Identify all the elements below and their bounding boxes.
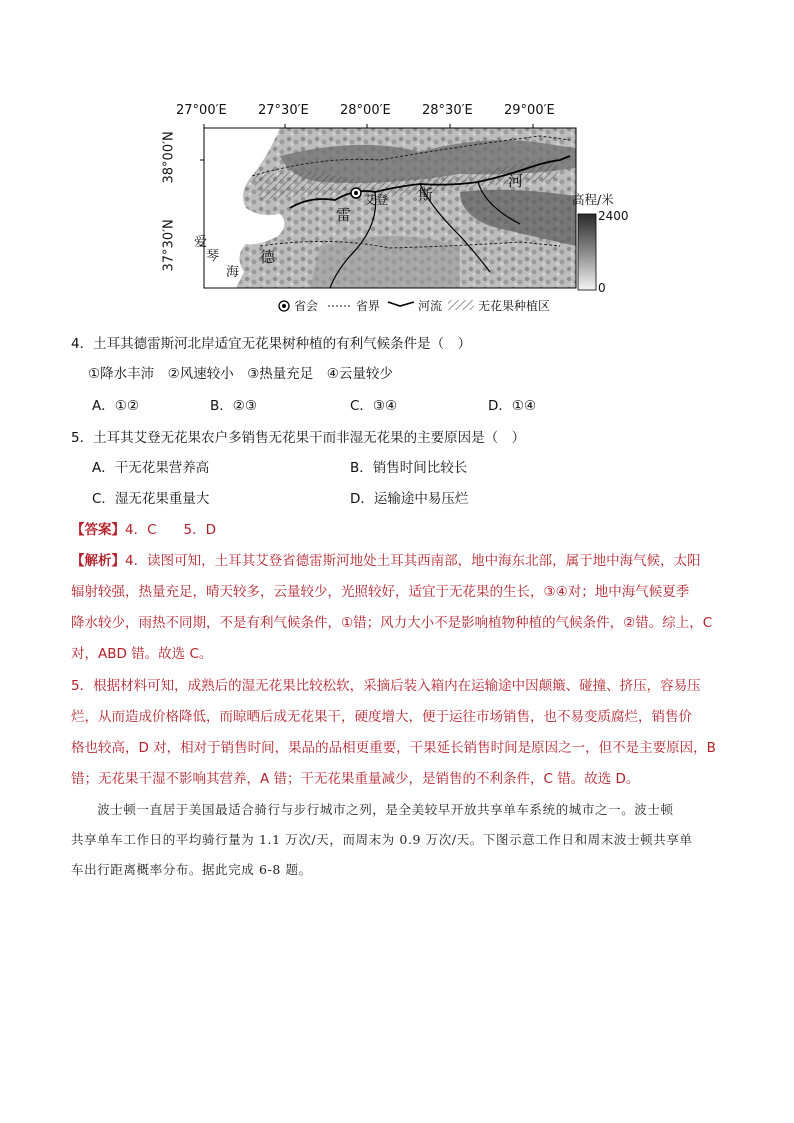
lat-label: 37°30′N bbox=[161, 219, 177, 272]
analysis-line: 【解析】4．读图可知，土耳其艾登省德雷斯河地处土耳其西南部，地中海东北部，属于地中海气候，太阳 bbox=[71, 553, 701, 569]
elevation-title: 高程/米 bbox=[572, 192, 614, 207]
map-area bbox=[200, 128, 576, 288]
lon-label: 27°30′E bbox=[258, 103, 309, 118]
answer-line bbox=[71, 518, 216, 538]
analysis-line: 5．根据材料可知，成熟后的湿无花果比较松软，采摘后装入箱内在运输途中因颠簸、碰撞、挤压，容易压 bbox=[71, 678, 701, 694]
question-4-items: ①降水丰沛 ②风速较小 ③热量充足 ④云量较少 bbox=[88, 366, 393, 382]
sea-name-char: 海 bbox=[226, 265, 240, 280]
analysis-line: 格也较高，D 对，相对于销售时间，果品的品相更重要，干果延长销售时间是原因之一，但不是主要原因，B bbox=[71, 740, 716, 756]
river-name-char: 河 bbox=[508, 172, 524, 190]
lat-label: 38°00′N bbox=[161, 131, 177, 184]
answer-label: 【答案】 bbox=[71, 522, 125, 538]
question-5-option-a: A．干无花果营养高 bbox=[92, 460, 210, 476]
lon-label: 29°00′E bbox=[504, 103, 555, 118]
lon-label: 28°00′E bbox=[340, 103, 391, 118]
material-line: 波士顿一直居于美国最适合骑行与步行城市之列，是全美较早开放共享单车系统的城市之一。波士顿 bbox=[71, 802, 674, 817]
lon-label: 27°00′E bbox=[176, 103, 227, 118]
question-5-option-d: D．运输途中易压烂 bbox=[350, 491, 469, 507]
analysis-line: 烂，从而造成价格降低，而晾晒后成无花果干，硬度增大，便于运往市场销售，也不易变质腐烂，销售价 bbox=[71, 709, 692, 725]
material-line: 共享单车工作日的平均骑行量为 1.1 万次/天，而周末为 0.9 万次/天。下图示意工作日和周末波士顿共享单 bbox=[71, 832, 693, 847]
analysis-line: 辐射较强，热量充足，晴天较多，云量较少，光照较好，适宜于无花果的生长，③④对；地中海气候夏季 bbox=[71, 584, 690, 600]
place-name-char: 德 bbox=[260, 248, 276, 266]
analysis-line: 对，ABD 错。故选 C。 bbox=[71, 646, 213, 662]
legend-border-label: 省界 bbox=[356, 299, 381, 313]
question-4-option-a: A．①② bbox=[92, 398, 139, 414]
river-name-char: 雷 bbox=[336, 206, 352, 224]
terrain-map-graphic bbox=[160, 96, 630, 318]
question-5-option-c: C．湿无花果重量大 bbox=[92, 491, 210, 507]
terrain-map-figure bbox=[160, 96, 630, 318]
answer-text: 4．C 5．D bbox=[125, 522, 216, 538]
material-line: 车出行距离概率分布。据此完成 6-8 题。 bbox=[71, 862, 312, 877]
analysis-line: 降水较少，雨热不同期，不是有利气候条件，①错；风力大小不是影响植物种植的气候条件，②错。综上，C bbox=[71, 615, 713, 631]
lon-label: 28°30′E bbox=[422, 103, 473, 118]
elevation-color-bar bbox=[578, 214, 596, 290]
question-4-option-b: B．②③ bbox=[210, 398, 257, 414]
question-4-stem: 4．土耳其德雷斯河北岸适宜无花果树种植的有利气候条件是（ ） bbox=[71, 336, 472, 352]
capital-label: 艾登 bbox=[364, 193, 389, 207]
legend-fig-area-label: 无花果种植区 bbox=[478, 299, 551, 313]
analysis-label: 【解析】 bbox=[71, 553, 125, 569]
question-4-option-c: C．③④ bbox=[350, 398, 398, 414]
legend-river-label: 河流 bbox=[418, 299, 443, 313]
river-name-char: 斯 bbox=[418, 186, 434, 204]
sea-name-char: 爱 bbox=[194, 235, 208, 250]
question-5-option-b: B．销售时间比较长 bbox=[350, 460, 468, 476]
question-5-stem: 5．土耳其艾登无花果农户多销售无花果干而非湿无花果的主要原因是（ ） bbox=[71, 430, 526, 446]
elevation-min: 0 bbox=[598, 281, 606, 295]
elevation-max: 2400 bbox=[598, 209, 629, 223]
legend-capital-label: 省会 bbox=[294, 299, 319, 313]
question-4-option-d: D．①④ bbox=[488, 398, 537, 414]
analysis-line: 错；无花果干湿不影响其营养，A 错；干无花果重量减少，是销售的不利条件，C 错。故选 D。 bbox=[71, 771, 640, 787]
sea-name-char: 琴 bbox=[206, 249, 220, 264]
